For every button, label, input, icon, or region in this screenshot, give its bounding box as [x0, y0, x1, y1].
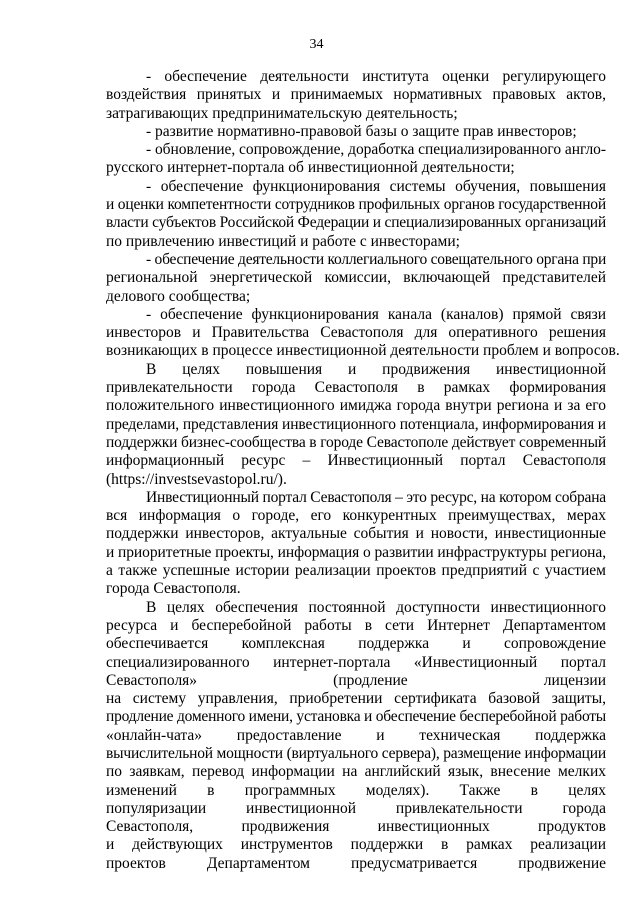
- text-line: и приоритетные проекты, информация о развитии инфраструктуры региона,: [106, 543, 606, 561]
- text-line: - развитие нормативно-правовой базы о защите прав инвесторов;: [146, 122, 577, 140]
- text-line: поддержки инвесторов, актуальные события и новости, инвестиционные: [106, 525, 606, 543]
- text-line: продление доменного имени, установка и обеспечение бесперебойной работы: [106, 708, 606, 726]
- body-text: [106, 68, 620, 873]
- text-line: воздействия принятых и принимаемых нормативных правовых актов,: [106, 86, 606, 104]
- text-line: на систему управления, приобретении сертификата базовой защиты,: [106, 690, 606, 708]
- text-line: - обеспечение функционирования канала (каналов) прямой связи: [146, 305, 606, 323]
- text-line: по заявкам, перевод информации на английский язык, внесение мелких: [106, 763, 606, 781]
- text-line: Инвестиционный портал Севастополя – это ресурс, на котором собрана: [146, 488, 606, 506]
- text-line: - обеспечение деятельности коллегиального совещательного органа при: [146, 250, 606, 268]
- text-line: проектов Департаментом предусматривается продвижение: [106, 854, 606, 872]
- text-line: изменений в программных моделях). Также в целях: [106, 781, 606, 799]
- text-line: вся информация о городе, его конкурентных преимуществах, мерах: [106, 507, 606, 525]
- text-line: «онлайн-чата» предоставление и техническая поддержка: [106, 726, 606, 744]
- text-line: специализированного интернет-портала «Инвестиционный портал: [106, 653, 606, 671]
- text-line: и действующих инструментов поддержки в рамках реализации: [106, 836, 606, 854]
- text-line: Севастополя» (продление лицензии: [106, 671, 606, 689]
- text-line: Севастополя, продвижения инвестиционных продуктов: [106, 818, 606, 836]
- text-line: и оценки компетентности сотрудников профильных органов государственной: [106, 196, 606, 214]
- text-line: пределами, представления инвестиционного потенциала, информирования и: [106, 415, 606, 433]
- text-line: города Севастополя.: [106, 580, 241, 598]
- text-line: - обеспечение деятельности института оценки регулирующего: [146, 68, 606, 85]
- text-line: инвесторов и Правительства Севастополя для оперативного решения: [106, 324, 606, 342]
- page-number: 34: [309, 37, 324, 52]
- text-line: привлекательности города Севастополя в рамках формирования: [106, 379, 606, 397]
- text-line: делового сообщества;: [106, 287, 251, 305]
- text-line: вычислительной мощности (виртуального сервера), размещение информации: [106, 744, 606, 762]
- text-line: по привлечению инвестиций и работе с инвесторами;: [106, 232, 460, 250]
- text-line: В целях обеспечения постоянной доступности инвестиционного: [146, 598, 606, 616]
- text-line: В целях повышения и продвижения инвестиционной: [146, 360, 606, 378]
- text-line: затрагивающих предпринимательскую деятельность;: [106, 104, 458, 122]
- text-line: возникающих в процессе инвестиционной деятельности проблем и вопросов.: [106, 342, 620, 360]
- text-line: обеспечивается комплексная поддержка и сопровождение: [106, 635, 606, 653]
- text-line: (https://investsevastopol.ru/).: [106, 470, 287, 488]
- text-line: а также успешные истории реализации проектов предприятий с участием: [106, 562, 606, 580]
- text-line: ресурса и бесперебойной работы в сети Интернет Департаментом: [106, 616, 606, 634]
- text-line: - обеспечение функционирования системы обучения, повышения: [146, 177, 606, 195]
- text-line: информационный ресурс – Инвестиционный портал Севастополя: [106, 452, 606, 470]
- text-line: положительного инвестиционного имиджа города внутри региона и за его: [106, 397, 606, 415]
- text-line: - обновление, сопровождение, доработка специализированного англо-: [146, 141, 606, 159]
- text-line: власти субъектов Российской Федерации и специализированных организаций: [106, 214, 606, 232]
- text-line: региональной энергетической комиссии, включающей представителей: [106, 269, 606, 287]
- text-line: русского интернет-портала об инвестиционной деятельности;: [106, 159, 515, 177]
- text-line: поддержки бизнес-сообщества в городе Севастополе действует современный: [106, 433, 606, 451]
- text-line: популяризации инвестиционной привлекательности города: [106, 799, 606, 817]
